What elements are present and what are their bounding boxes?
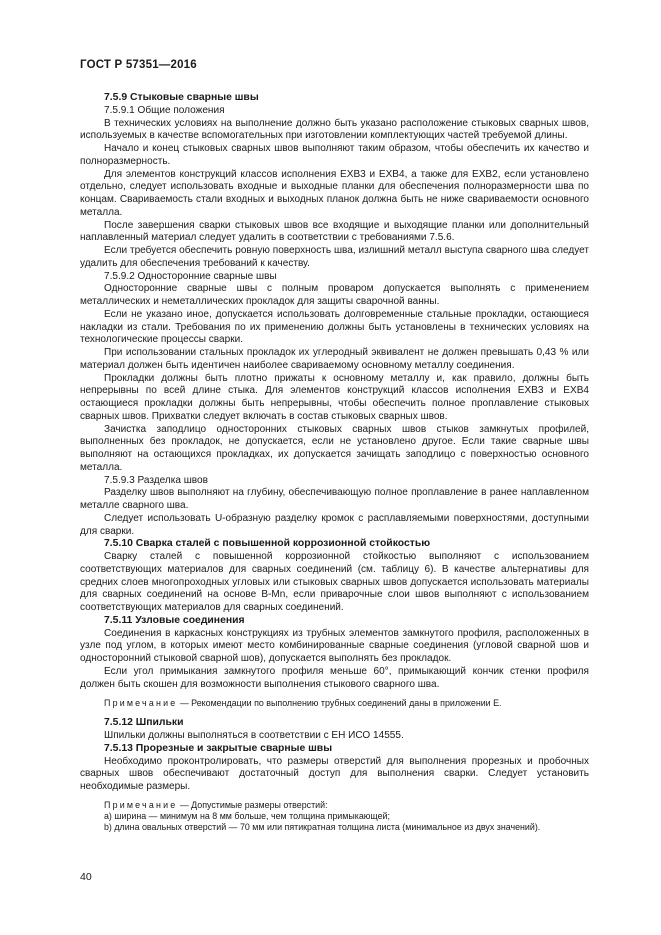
note-label: Примечание bbox=[104, 799, 178, 810]
paragraph: Если не указано иное, допускается использовать долговременные стальные прокладки, остающиеся накладки из стали. Требования по их применению должны быть установлены в технических условиях на технологические процессы сварки. bbox=[80, 308, 589, 346]
paragraph: Если угол примыкания замкнутого профиля меньше 60°, примыкающий кончик стенки профиля должен быть скошен для возможности выполнения стыкового сварного шва. bbox=[80, 665, 589, 690]
document-code-header: ГОСТ Р 57351—2016 bbox=[80, 59, 197, 71]
section-heading-7-5-11: 7.5.11 Узловые соединения bbox=[104, 614, 245, 626]
section-heading-7-5-9: 7.5.9 Стыковые сварные швы bbox=[104, 92, 259, 103]
subsection-heading-7-5-9-3: 7.5.9.3 Разделка швов bbox=[104, 474, 208, 486]
paragraph: При использовании стальных прокладок их углеродный эквивалент не должен превышать 0,43 % или материал должен быть идентичен наиболее свариваемому основному металлу соединения. bbox=[80, 347, 589, 371]
list-item: b) длина овальных отверстий — 70 мм или пятикратная толщина листа (минимальное из двух значений). bbox=[104, 821, 541, 832]
paragraph: Для элементов конструкций классов исполнения EXB3 и EXB4, а также для EXB2, если установлено отдельно, следует использовать входные и выходные планки для обеспечения полноразмерности шва по концам. Свариваемость стали входных и выходных планок должна быть не ниже свариваемости основного металла. bbox=[80, 168, 589, 218]
paragraph: Прокладки должны быть плотно прижаты к основному металлу и, как правило, должны быть непрерывны по всей длине стыка. Для элементов конструкций классов исполнения EXB3 и EXB4 остающиеся прокладки должны быть непрерывны, чтобы обеспечить полное проплавление стыковых сварных швов. Прихватки следует включать в состав стыковых сварных швов. bbox=[80, 372, 589, 422]
hole-size-list bbox=[80, 811, 589, 833]
section-heading-7-5-12: 7.5.12 Шпильки bbox=[104, 717, 184, 729]
subsection-heading-7-5-9-1: 7.5.9.1 Общие положения bbox=[104, 104, 225, 116]
paragraph: Шпильки должны выполняться в соответствии с ЕН ИСО 14555. bbox=[104, 730, 404, 741]
paragraph: Если требуется обеспечить ровную поверхность шва, излишний металл выступа сварного шва следует удалить для обеспечения требований к качеству. bbox=[80, 245, 589, 269]
paragraph: Соединения в каркасных конструкциях из трубных элементов замкнутого профиля, расположенных в узле под углом, в которых имеют место комбинированные сварные соединения (угловой сварной шов и односторонний стыковой сварной шов), допускается выполнять без прокладок. bbox=[80, 627, 589, 664]
paragraph: Начало и конец стыковых сварных швов выполняют таким образом, чтобы обеспечить их качество и полноразмерность. bbox=[80, 143, 589, 167]
note-tube-joints bbox=[80, 698, 589, 709]
page-number: 40 bbox=[80, 871, 92, 883]
section-heading-7-5-10: 7.5.10 Сварка сталей с повышенной коррозионной стойкостью bbox=[104, 538, 431, 550]
section-heading-7-5-13: 7.5.13 Прорезные и закрытые сварные швы bbox=[104, 742, 333, 754]
note-label: Примечание bbox=[104, 698, 178, 709]
paragraph: Следует использовать U-образную разделку кромок с расплавляемыми поверхностями, доступными для сварки. bbox=[80, 512, 589, 537]
page-content bbox=[80, 92, 589, 833]
paragraph: Разделку швов выполняют на глубину, обеспечивающую полное проплавление в ранее наплавленном металле сварного шва. bbox=[80, 487, 589, 511]
note-hole-sizes bbox=[80, 800, 589, 811]
paragraph: Зачистка заподлицо односторонних стыковых сварных швов стыков замкнутых профилей, выполненных без прокладок, не допускается, если не установлено другое. Если такие сварные швы выполняют на остающихся прокладках, их допускается зачищать заподлицо с поверхностью основного металла. bbox=[80, 423, 589, 473]
paragraph: В технических условиях на выполнение должно быть указано расположение стыковых сварных швов, используемых в качестве вспомогательных при изготовлении комплектующих частей требуемой длины. bbox=[80, 117, 589, 142]
paragraph: Односторонние сварные швы с полным проваром допускается выполнять с применением металлических и неметаллических прокладок для защиты сварочной ванны. bbox=[80, 283, 589, 307]
subsection-heading-7-5-9-2: 7.5.9.2 Односторонние сварные швы bbox=[104, 270, 277, 282]
paragraph: Сварку сталей с повышенной коррозионной стойкостью выполняют с использованием соответствующих материалов для сварных соединений (см. таблицу 6). В качестве альтернативы для средних слоев многопроходных угловых или стыковых сварных швов допускается использовать материалы для сварных соединений на основе B-Mn, если приварочные слои швов выполняют с использованием соответствующих материалов для сварных соединений. bbox=[80, 551, 589, 613]
note-text: — Допустимые размеры отверстий: bbox=[177, 799, 328, 810]
list-item: a) ширина — минимум на 8 мм больше, чем толщина примыкающей; bbox=[104, 810, 390, 821]
paragraph: После завершения сварки стыковых швов все входящие и выходящие планки или дополнительный наплавленный материал следует удалить в соответствии с требованиями 7.5.6. bbox=[80, 219, 589, 244]
note-text: — Рекомендации по выполнению трубных соединений даны в приложении Е. bbox=[177, 698, 502, 709]
paragraph: Необходимо проконтролировать, что размеры отверстий для выполнения прорезных и пробочных сварных швов обеспечивают достаточный доступ для выполнения сварки. Следует установить необходимые размеры. bbox=[80, 755, 589, 792]
